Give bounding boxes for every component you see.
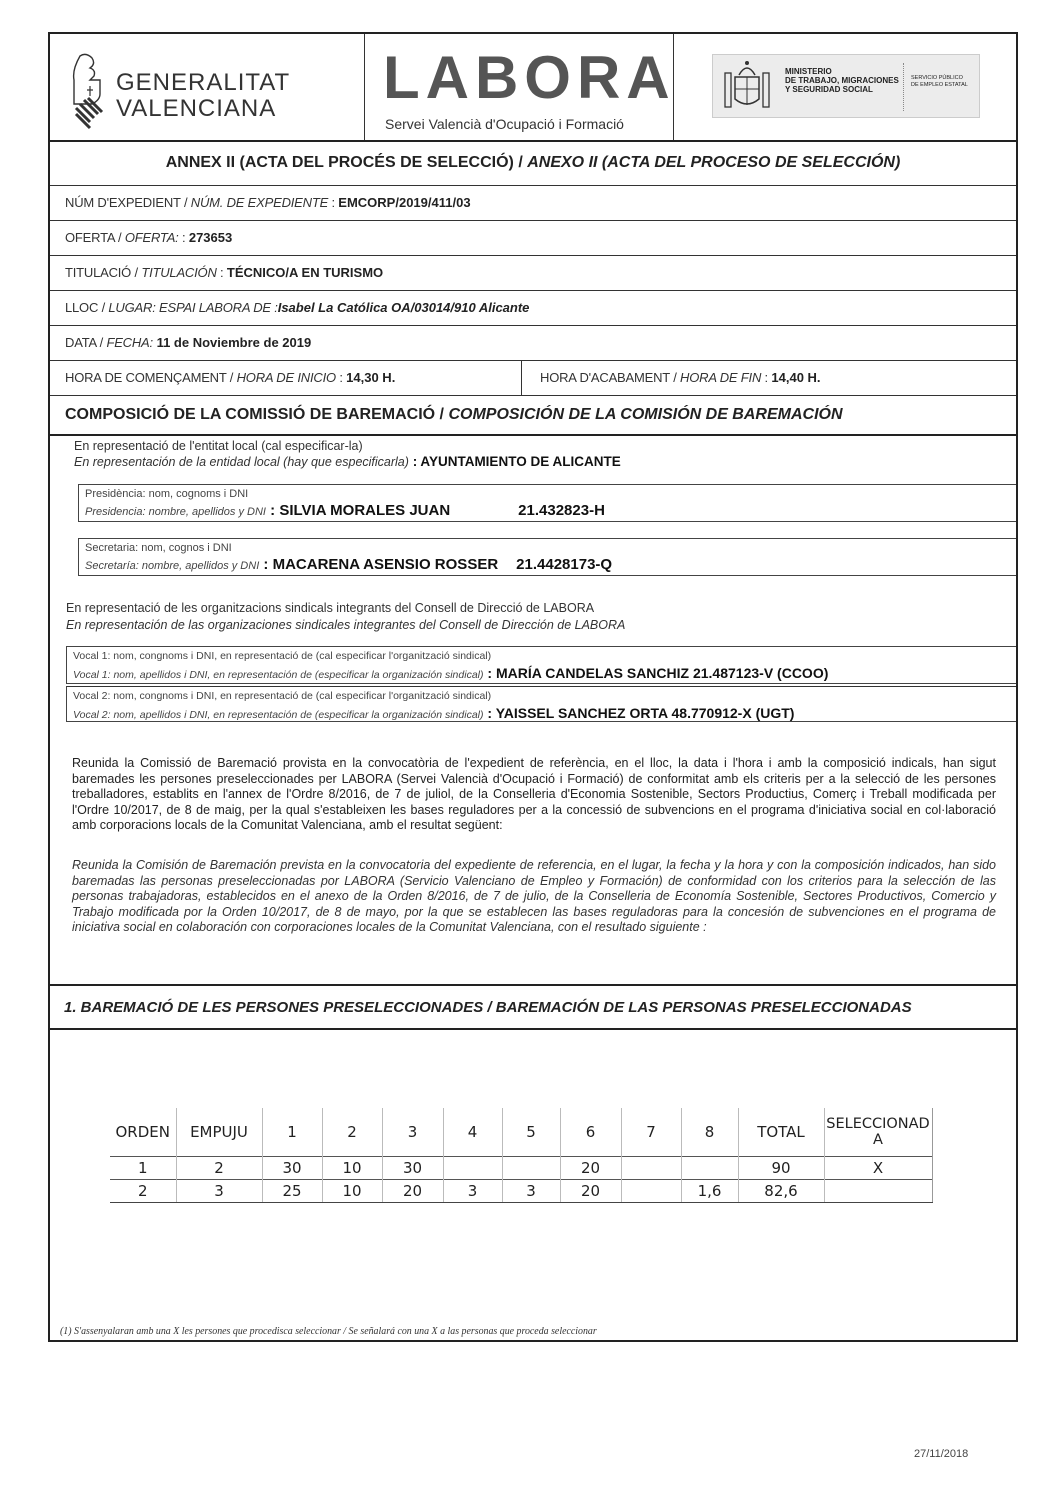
cell: 82,6 — [738, 1179, 824, 1202]
selected-mark — [824, 1179, 932, 1202]
cell: 10 — [322, 1156, 382, 1179]
secretaria-dni: 21.4428173-Q — [516, 556, 613, 573]
expediente-value: EMCORP/2019/411/03 — [338, 195, 471, 210]
presidencia-dni: 21.432823-H — [518, 502, 605, 519]
title-spanish: ANEXO II (ACTA DEL PROCESO DE SELECCIÓN) — [527, 154, 901, 171]
fecha-label-es: FECHA: — [106, 335, 153, 350]
cell: 20 — [382, 1179, 443, 1202]
titulacion-label-es: TITULACIÓN — [141, 265, 217, 280]
hora-inicio-value: 14,30 H. — [346, 370, 396, 385]
hora-inicio-label: HORA DE COMENÇAMENT / — [65, 370, 237, 385]
field-horas — [50, 361, 1016, 396]
field-expediente — [50, 186, 1016, 221]
col-seleccionada — [824, 1108, 932, 1156]
secretaria-label-val: Secretaria: nom, cognos i DNI — [85, 542, 232, 554]
cell — [443, 1156, 502, 1179]
cell: 90 — [738, 1156, 824, 1179]
cell: 1,6 — [681, 1179, 738, 1202]
secretaria-label-es: Secretaría: nombre, apellidos y DNI — [85, 560, 260, 572]
col-seleccionada-line2: A — [873, 1131, 883, 1148]
field-oferta — [50, 221, 1016, 256]
vocal2-label-val: Vocal 2: nom, congnoms i DNI, en representació de (cal especificar l'organització sindical) — [73, 690, 492, 702]
cell: 30 — [262, 1156, 322, 1179]
lugar-value: Isabel La Católica OA/03014/910 Alicante — [277, 300, 530, 315]
vocal2-box — [66, 686, 1016, 722]
labora-logo — [364, 34, 674, 140]
cell — [621, 1179, 681, 1202]
col-8: 8 — [681, 1108, 738, 1156]
col-7: 7 — [621, 1108, 681, 1156]
paragraph-castellano: Reunida la Comisión de Baremación prevista en la convocatoria del expediente de referencia, en el lugar, la fecha y la hora y con la composición indicados, han sido baremadas las personas preseleccionadas por LABORA (Servicio Valenciano de Empleo y Formación) de conformidad con los criterios para la selección de las personas trabajadoras, establecidos en el anexo de la Orden 8/2016, de 7 de julio, de la Conselleria de Economía Sostenible, Sectores Productivos, Comercio y Trabajo modificada por la Orden 10/2017, de 8 de mayo, por la que se establecen las bases reguladoras para la concesión de subvenciones en el programa de iniciativa social en colaboración con corporaciones locales de la Comunitat Valenciana, con el resultado siguiente : — [72, 858, 996, 935]
sepe-line2: DE EMPLEO ESTATAL — [911, 82, 968, 88]
vocal1-box — [66, 646, 1016, 684]
baremacion-table — [110, 1108, 933, 1203]
cell: 25 — [262, 1179, 322, 1202]
cell: 10 — [322, 1179, 382, 1202]
paragraph-valenciano: Reunida la Comissió de Baremació provista en la convocatòria de l'expedient de referència, en el lloc, la data i l'hora i amb la composició indicals, han sigut baremades les persones preseleccionades per LABORA (Servei Valencià d'Ocupació i Formació) de conformitat amb els criteris per a la selecció de les persones treballadores, establits en l'annex de l'Ordre 8/2016, de 7 de juliol, de la Conselleria d'Economia Sostenible, Sectors Productius, Comerç i Treball modificada per l'Ordre 10/2017, de 8 de maig, per la qual s'estableixen les bases reguladores per a la concessió de subvencions en el programa d'iniciativa social en col·laboració amb corporacions locals de la Comunitat Valenciana, amb el resultat següent: — [72, 756, 996, 833]
entidad-label-es: En representación de la entidad local (hay que especificarla) — [74, 455, 409, 469]
cell: 2 — [176, 1156, 262, 1179]
document-frame — [48, 32, 1018, 1342]
composicion-title — [50, 396, 1016, 436]
col-2: 2 — [322, 1108, 382, 1156]
presidencia-box — [78, 484, 1016, 522]
secretaria-box — [78, 538, 1016, 576]
hora-fin — [524, 361, 1014, 395]
oferta-label: OFERTA / — [65, 230, 125, 245]
ministry-line1: MINISTERIO — [785, 67, 832, 76]
col-seleccionada-line1: SELECCIONAD — [826, 1115, 930, 1132]
cell: 20 — [560, 1179, 621, 1202]
hora-fin-label-es: HORA DE FIN — [680, 370, 762, 385]
composicion-title-es: COMPOSICIÓN DE LA COMISIÓN DE BAREMACIÓN — [448, 406, 843, 423]
entidad-value: : AYUNTAMIENTO DE ALICANTE — [408, 454, 621, 469]
entidad-label-val: En representació de l'entitat local (cal especificar-la) — [74, 439, 363, 453]
presidencia-label-val: Presidència: nom, cognoms i DNI — [85, 488, 249, 500]
fecha-value: 11 de Noviembre de 2019 — [152, 335, 312, 350]
separator: : — [761, 370, 772, 385]
header-logos — [50, 34, 1016, 142]
separator: : — [335, 370, 347, 385]
vocal2-value: : YAISSEL SANCHEZ ORTA 48.770912-X (UGT) — [483, 705, 795, 721]
secretaria-name: : MACARENA ASENSIO ROSSER — [259, 556, 499, 573]
labora-title: LABORA — [383, 44, 676, 111]
expediente-label: NÚM D'EXPEDIENT / — [65, 195, 191, 210]
cell: 1 — [110, 1156, 176, 1179]
cell — [681, 1156, 738, 1179]
hora-fin-label: HORA D'ACABAMENT / — [540, 370, 681, 385]
entidad-local — [50, 438, 1016, 470]
titulacion-label: TITULACIÓ / — [65, 265, 142, 280]
expediente-label-es: NÚM. DE EXPEDIENTE — [190, 195, 329, 210]
presidencia-label-es: Presidencia: nombre, apellidos y DNI — [85, 506, 266, 518]
sindicales-label — [50, 600, 1016, 634]
field-titulacion — [50, 256, 1016, 291]
document-title — [50, 142, 1016, 186]
separator: : — [178, 230, 189, 245]
cell: 2 — [110, 1179, 176, 1202]
generalitat-shield-icon — [72, 52, 108, 132]
ministry-line2: DE TRABAJO, MIGRACIONES — [785, 76, 899, 85]
lugar-label: LLOC / — [65, 300, 109, 315]
cell: 30 — [382, 1156, 443, 1179]
field-fecha — [50, 326, 1016, 361]
ministry-divider — [903, 63, 904, 111]
selected-mark: X — [824, 1156, 932, 1179]
lugar-label-es: LUGAR: ESPAI LABORA DE : — [108, 300, 278, 315]
generalitat-line2: VALENCIANA — [116, 95, 277, 122]
table-header-row — [110, 1108, 932, 1156]
spain-coat-of-arms-icon — [723, 59, 771, 115]
cell: 3 — [176, 1179, 262, 1202]
sindicales-label-es: En representación de las organizaciones sindicales integrantes del Consell de Dirección de LABORA — [66, 618, 626, 632]
vocal1-label-val: Vocal 1: nom, congnoms i DNI, en representació de (cal especificar l'organització sindical) — [73, 650, 492, 662]
col-empuju: EMPUJU — [176, 1108, 262, 1156]
oferta-value: 273653 — [188, 230, 233, 245]
generalitat-line1: GENERALITAT — [116, 69, 291, 96]
hora-fin-value: 14,40 H. — [771, 370, 821, 385]
title-valencian: ANNEX II (ACTA DEL PROCÉS DE SELECCIÓ) / — [165, 154, 528, 171]
col-3: 3 — [382, 1108, 443, 1156]
col-total: TOTAL — [738, 1108, 824, 1156]
table-row — [110, 1156, 932, 1179]
labora-subtitle: Servei Valencià d'Ocupació i Formació — [385, 116, 624, 132]
generalitat-logo — [50, 34, 364, 140]
col-1: 1 — [262, 1108, 322, 1156]
col-orden: ORDEN — [115, 1122, 170, 1141]
titulacion-value: TÉCNICO/A EN TURISMO — [226, 265, 384, 280]
vocal1-label-es: Vocal 1: nom, apellidos i DNI, en representación de (especificar la organización sindical) — [73, 669, 484, 681]
col-5: 5 — [502, 1108, 560, 1156]
print-date: 27/11/2018 — [914, 1448, 969, 1460]
table-row — [110, 1179, 932, 1202]
col-6: 6 — [560, 1108, 621, 1156]
separator: : — [328, 195, 339, 210]
footnote: (1) S'assenyalaran amb una X les persones que procedisca seleccionar / Se señalará con una X a las personas que proceda seleccionar — [60, 1325, 597, 1337]
cell — [621, 1156, 681, 1179]
cell: 3 — [443, 1179, 502, 1202]
cell: 20 — [560, 1156, 621, 1179]
hora-inicio — [50, 361, 522, 395]
oferta-label-es: OFERTA: — [124, 230, 179, 245]
field-lugar — [50, 291, 1016, 326]
section-baremacion-title: 1. BAREMACIÓ DE LES PERSONES PRESELECCIONADES / BAREMACIÓN DE LAS PERSONAS PRESELECCIONADAS — [50, 984, 1016, 1030]
sepe-line1: SERVICIO PÚBLICO — [911, 75, 963, 81]
sindicales-label-val: En representació de les organitzacions sindicals integrants del Consell de Direcció de LABORA — [66, 601, 595, 615]
composicion-title-val: COMPOSICIÓ DE LA COMISSIÓ DE BAREMACIÓ / — [65, 406, 449, 423]
ministry-logo — [674, 34, 1016, 140]
fecha-label: DATA / — [65, 335, 107, 350]
col-4: 4 — [443, 1108, 502, 1156]
vocal2-label-es: Vocal 2: nom, apellidos i DNI, en representación de (especificar la organización sindical) — [73, 709, 484, 721]
separator: : — [216, 265, 227, 280]
hora-inicio-label-es: HORA DE INICIO — [236, 370, 336, 385]
cell — [502, 1156, 560, 1179]
ministry-line3: Y SEGURIDAD SOCIAL — [785, 85, 873, 94]
cell: 3 — [502, 1179, 560, 1202]
presidencia-name: : SILVIA MORALES JUAN — [265, 502, 451, 519]
vocal1-value: : MARÍA CANDELAS SANCHIZ 21.487123-V (CCOO) — [483, 665, 829, 681]
